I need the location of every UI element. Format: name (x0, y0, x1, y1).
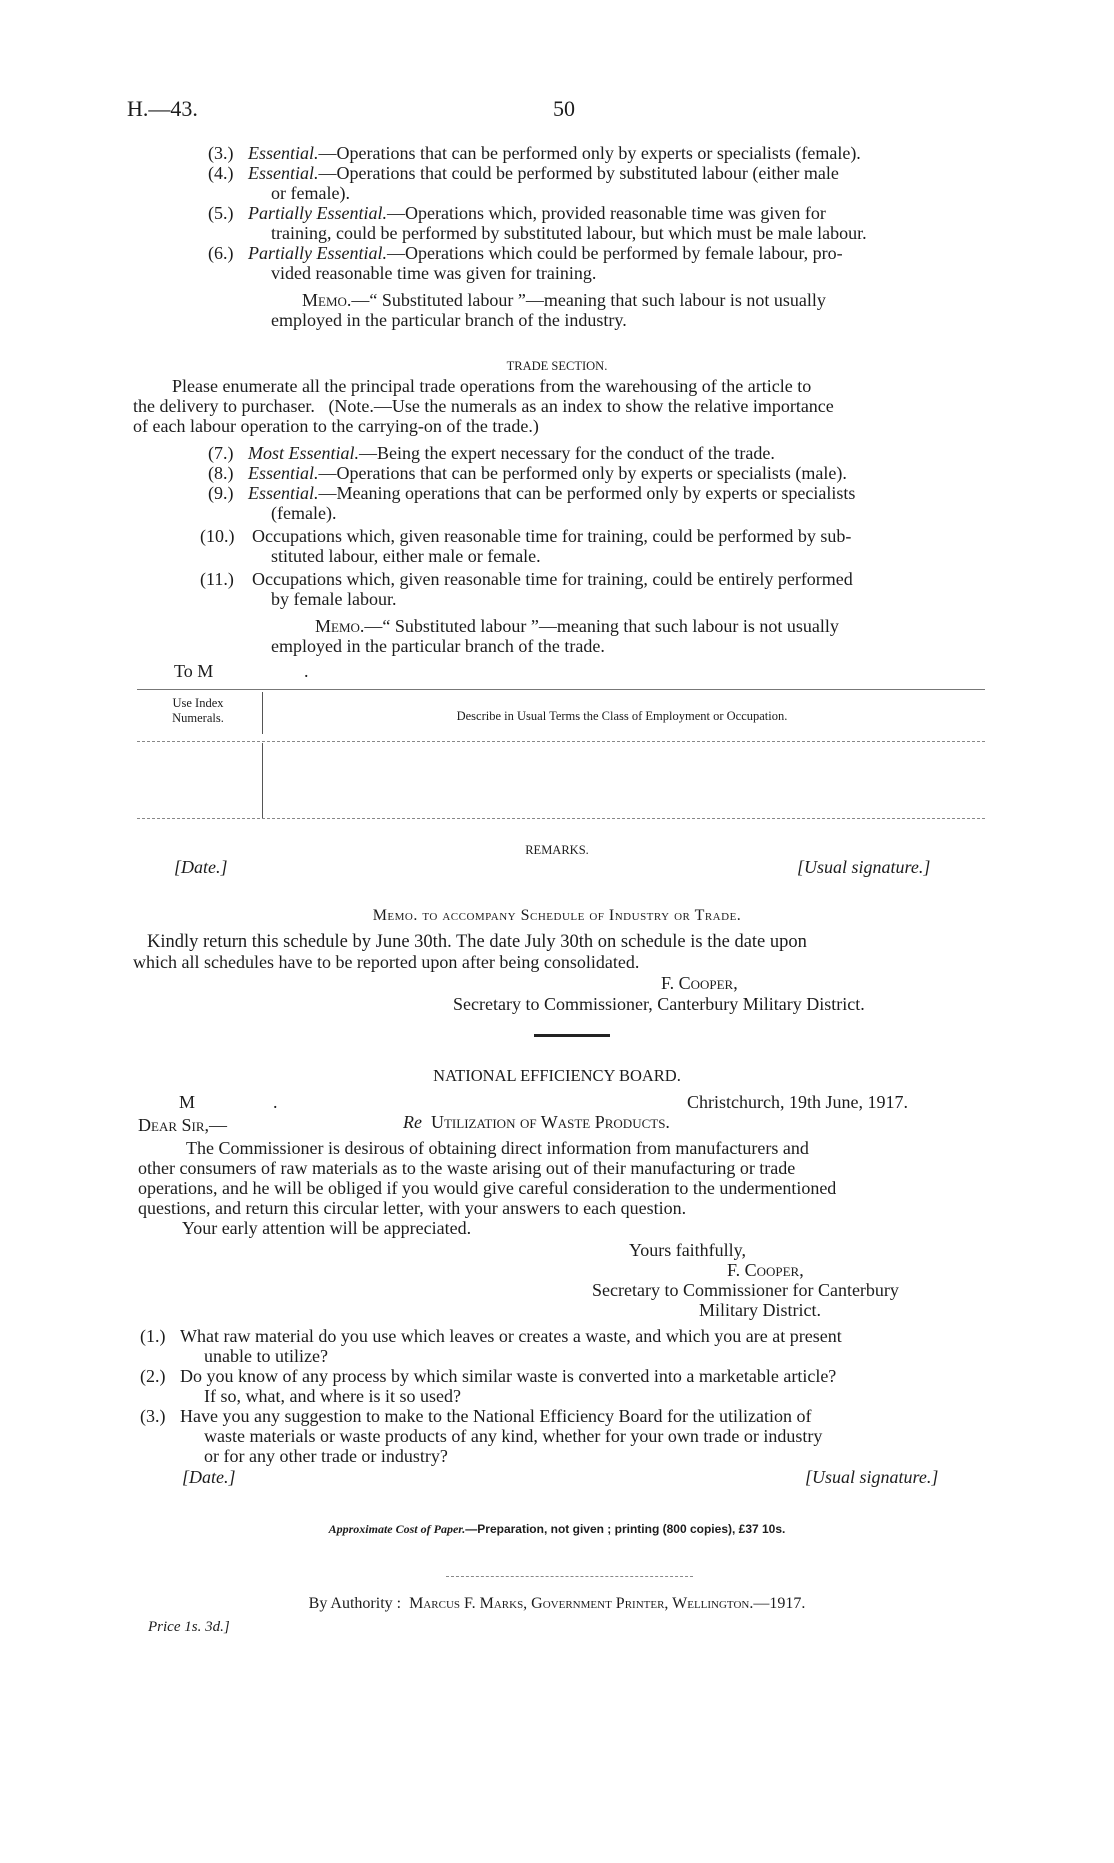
letter-body-line: other consumers of raw materials as to the waste arising out of their manufacturing or trade (138, 1158, 796, 1178)
letter-addressee: M (179, 1092, 196, 1112)
trade-intro-line: of each labour operation to the carrying-on of the trade.) (133, 416, 539, 436)
letter-salutation: Dear Sir,— (138, 1115, 228, 1135)
table-header-rule (137, 741, 985, 742)
document-reference: H.—43. (127, 96, 198, 121)
table-header-description: Describe in Usual Terms the Class of Employment or Occupation. (456, 709, 788, 723)
category-item: (6.) Partially Essential.—Operations which could be performed by female labour, pro- (208, 243, 843, 263)
memo-schedule-title: Memo. to accompany Schedule of Industry or Trade. (372, 907, 742, 924)
letter-signer-title: Military District. (699, 1300, 821, 1320)
memo-substituted-labour: Memo.—“ Substituted labour ”—meaning that such labour is not usually (302, 290, 826, 310)
trade-item-continuation: (female). (271, 503, 337, 523)
price: Price 1s. 3d.] (148, 1619, 230, 1635)
printer-authority: By Authority : Marcus F. Marks, Government Printer, Wellington.—1917. (308, 1595, 806, 1612)
memo-continuation: employed in the particular branch of the industry. (271, 310, 627, 330)
letter-date: [Date.] (182, 1467, 236, 1487)
letter-subject: Re Utilization of Waste Products. (403, 1112, 670, 1132)
memo-schedule-signer: F. Cooper, (661, 973, 738, 993)
trade-intro-line: Please enumerate all the principal trade operations from the warehousing of the article to (172, 376, 812, 396)
remarks-heading: REMARKS. (525, 843, 589, 857)
letter-body-line: Your early attention will be appreciated. (182, 1218, 472, 1238)
category-item: (5.) Partially Essential.—Operations which, provided reasonable time was given for (208, 203, 826, 223)
letter-signer: F. Cooper, (727, 1260, 804, 1280)
trade-memo-continuation: employed in the particular branch of the trade. (271, 636, 605, 656)
letter-closing: Yours faithfully, (629, 1240, 747, 1260)
category-continuation: vided reasonable time was given for training. (271, 263, 597, 283)
trade-item: (7.) Most Essential.—Being the expert necessary for the conduct of the trade. (208, 443, 775, 463)
trade-item-continuation: by female labour. (271, 589, 397, 609)
trade-item: (8.) Essential.—Operations that can be performed only by experts or specialists (male). (208, 463, 847, 483)
form-addressee-dot: . (304, 661, 309, 681)
memo-schedule-line: Kindly return this schedule by June 30th. The date July 30th on schedule is the date upon (147, 932, 807, 952)
category-item: (3.) Essential.—Operations that can be performed only by experts or specialists (female). (208, 143, 861, 163)
letter-place-date: Christchurch, 19th June, 1917. (687, 1092, 908, 1112)
category-continuation: training, could be performed by substituted labour, but which must be male labour. (271, 223, 867, 243)
table-bottom-rule (137, 818, 985, 819)
question-continuation: unable to utilize? (204, 1346, 328, 1366)
memo-schedule-signer-title: Secretary to Commissioner, Canterbury Military District. (453, 994, 865, 1014)
letter-addressee-dot: . (273, 1092, 278, 1112)
category-continuation: or female). (271, 183, 350, 203)
trade-item: (10.) Occupations which, given reasonable time for training, could be performed by sub- (200, 526, 852, 546)
letter-body-line: The Commissioner is desirous of obtaining direct information from manufacturers and (186, 1138, 809, 1158)
trade-item: (9.) Essential.—Meaning operations that can be performed only by experts or specialists (208, 483, 856, 503)
letter-body-line: questions, and return this circular letter, with your answers to each question. (138, 1198, 687, 1218)
memo-schedule-line: which all schedules have to be reported upon after being consolidated. (133, 952, 640, 972)
board-title: NATIONAL EFFICIENCY BOARD. (433, 1066, 681, 1085)
question-item: (1.) What raw material do you use which leaves or creates a waste, and which you are at present (140, 1326, 842, 1346)
trade-section-title: TRADE SECTION. (506, 359, 608, 373)
question-continuation: If so, what, and where is it so used? (204, 1386, 461, 1406)
letter-body-line: operations, and he will be obliged if you would give careful consideration to the undermentioned (138, 1178, 837, 1198)
trade-intro-line: the delivery to purchaser. (Note.—Use the numerals as an index to show the relative importance (133, 396, 834, 416)
question-item: (2.) Do you know of any process by which similar waste is converted into a marketable article? (140, 1366, 837, 1386)
footer-divider (446, 1576, 693, 1577)
letter-signature: [Usual signature.] (805, 1467, 939, 1487)
cost-line: Approximate Cost of Paper.—Preparation, not given ; printing (800 copies), £37 10s. (328, 1522, 786, 1536)
page-number: 50 (553, 96, 575, 121)
trade-item-continuation: stituted labour, either male or female. (271, 546, 541, 566)
form-date: [Date.] (174, 857, 228, 877)
form-signature: [Usual signature.] (797, 857, 931, 877)
category-item: (4.) Essential.—Operations that could be performed by substituted labour (either male (208, 163, 839, 183)
table-top-rule (137, 689, 985, 690)
question-continuation: waste materials or waste products of any kind, whether for your own trade or industry (204, 1426, 823, 1446)
section-divider (534, 1034, 610, 1037)
trade-item: (11.) Occupations which, given reasonable time for training, could be entirely performed (200, 569, 853, 589)
trade-memo: Memo.—“ Substituted labour ”—meaning that such labour is not usually (315, 616, 839, 636)
form-addressee: To M (174, 661, 214, 681)
question-item: (3.) Have you any suggestion to make to the National Efficiency Board for the utilization of (140, 1406, 812, 1426)
question-continuation: or for any other trade or industry? (204, 1446, 448, 1466)
letter-signer-title: Secretary to Commissioner for Canterbury (592, 1280, 899, 1300)
table-header-index: Use Index Numerals. (172, 696, 224, 725)
table-column-divider (262, 743, 263, 819)
